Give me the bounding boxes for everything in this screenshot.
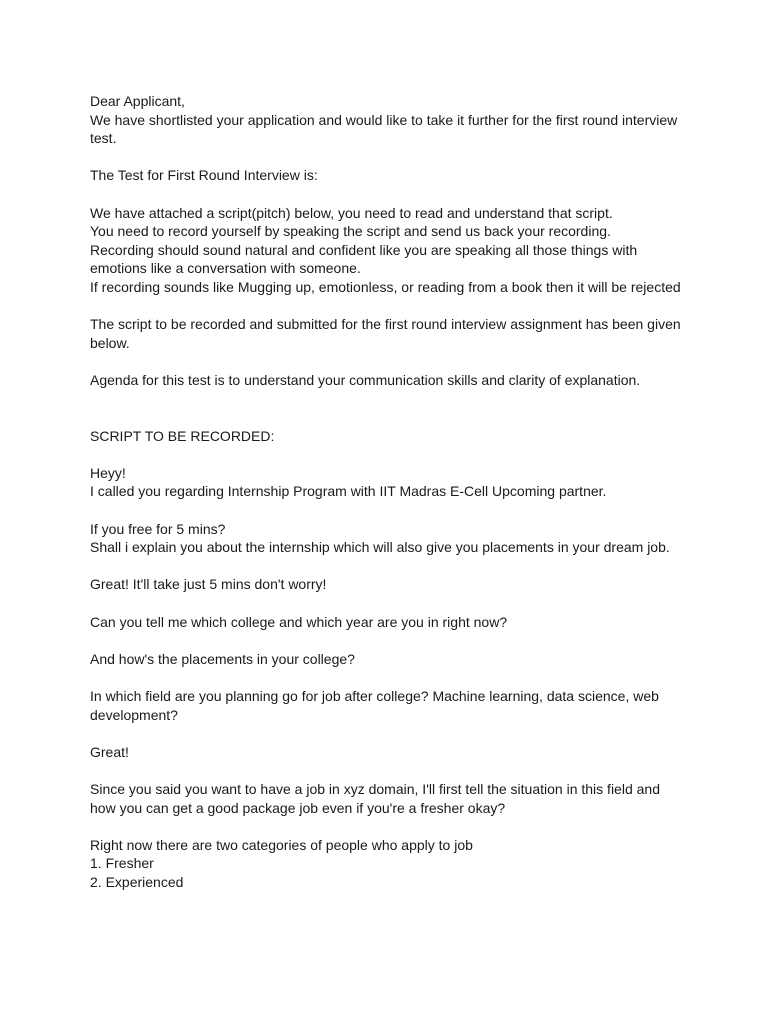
script-line: I called you regarding Internship Program with IIT Madras E-Cell Upcoming partner. [90,483,607,500]
spacer [90,557,690,576]
script-line: Can you tell me which college and which year are you in right now? [90,613,508,630]
instruction-line: Recording should sound natural and confident like you are speaking all those things with [90,241,638,258]
document-page [90,92,690,892]
instruction-line: If recording sounds like Mugging up, emotionless, or reading from a book then it will be rejected [90,278,681,295]
intro-line: test. [90,130,117,147]
instruction-line: emotions like a conversation with someone. [90,260,361,277]
spacer [90,148,690,167]
instruction-line: We have attached a script(pitch) below, you need to read and understand that script. [90,204,613,221]
agenda-line: Agenda for this test is to understand your communication skills and clarity of explanation. [90,371,641,388]
script-line: If you free for 5 mins? [90,520,226,537]
instruction-line: You need to record yourself by speaking the script and send us back your recording. [90,223,611,240]
submission-line: The script to be recorded and submitted for the first round interview assignment has been given [90,316,681,333]
spacer [90,724,690,743]
script-line: Since you said you want to have a job in xyz domain, I'll first tell the situation in this field and [90,780,660,797]
spacer [90,817,690,836]
spacer [90,297,690,316]
script-line: Heyy! [90,464,126,481]
script-line: Right now there are two categories of people who apply to job [90,836,473,853]
spacer [90,668,690,687]
script-line: Shall i explain you about the internship which will also give you placements in your dream job. [90,539,670,556]
submission-line: below. [90,334,130,351]
spacer [90,185,690,204]
script-line: In which field are you planning go for job after college? Machine learning, data science, web [90,688,659,704]
spacer [90,445,690,464]
spacer [90,352,690,371]
script-heading: SCRIPT TO BE RECORDED: [90,427,275,444]
script-line: And how's the placements in your college? [90,650,355,667]
spacer [90,390,690,427]
list-item: 2. Experienced [90,873,184,890]
spacer [90,631,690,650]
script-line: how you can get a good package job even if you're a fresher okay? [90,799,506,816]
spacer [90,501,690,520]
spacer [90,761,690,780]
script-line: Great! It'll take just 5 mins don't worry! [90,576,327,593]
spacer [90,594,690,613]
script-line: Great! [90,743,129,760]
test-heading: The Test for First Round Interview is: [90,167,318,184]
script-line: development? [90,706,178,723]
greeting: Dear Applicant, [90,93,185,109]
intro-line: We have shortlisted your application and would like to take it further for the first round interview [90,111,678,128]
list-item: 1. Fresher [90,855,154,872]
